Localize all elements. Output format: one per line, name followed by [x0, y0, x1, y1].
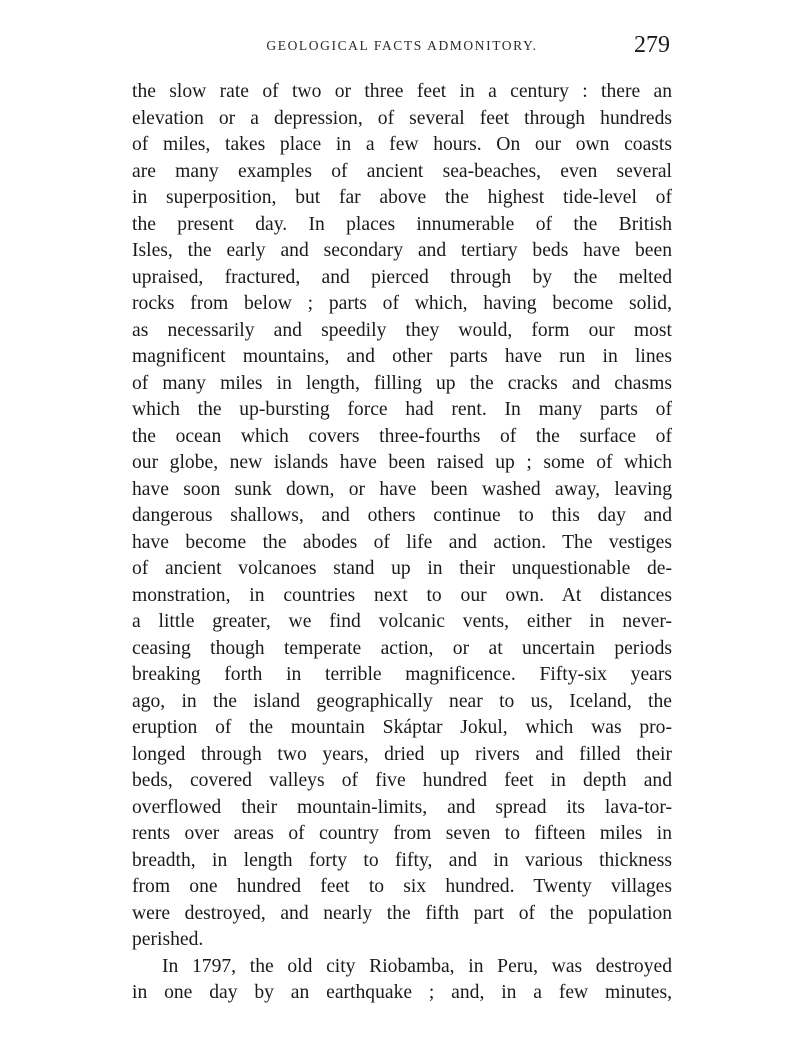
text-line: overflowed their mountain-limits, and spread its lava-tor-: [132, 796, 672, 818]
text-line: rocks from below ; parts of which, having become solid,: [132, 293, 672, 314]
text-line: ago, in the island geographically near to us, Iceland, the: [132, 690, 672, 712]
text-line: have soon sunk down, or have been washed away, leaving: [132, 478, 672, 500]
text-line: beds, covered valleys of five hundred feet in depth and: [132, 770, 672, 791]
page-number: 279: [634, 32, 670, 58]
text-line: rents over areas of country from seven to fifteen miles in: [132, 823, 672, 844]
text-line: magnificent mountains, and other parts have run in lines: [132, 346, 672, 367]
text-line: dangerous shallows, and others continue to this day and: [132, 505, 672, 526]
text-line: the ocean which covers three-fourths of the surface of: [132, 425, 672, 447]
text-line: of ancient volcanoes stand up in their unquestionable de-: [132, 558, 672, 579]
text-line: of miles, takes place in a few hours. On our own coasts: [132, 134, 672, 155]
text-line: monstration, in countries next to our own. At distances: [132, 584, 672, 606]
text-line: of many miles in length, filling up the cracks and chasms: [132, 372, 672, 394]
text-line: in one day by an earthquake ; and, in a few minutes,: [132, 982, 672, 1003]
text-line: are many examples of ancient sea-beaches, even several: [132, 160, 672, 182]
text-line: eruption of the mountain Skáptar Jokul, which was pro-: [132, 717, 672, 738]
text-line: upraised, fractured, and pierced through by the melted: [132, 266, 672, 288]
text-line: the present day. In places innumerable of the British: [132, 213, 672, 235]
text-line: from one hundred feet to six hundred. Twenty villages: [132, 876, 672, 897]
text-line: Isles, the early and secondary and tertiary beds have been: [132, 240, 672, 261]
running-title: GEOLOGICAL FACTS ADMONITORY.: [266, 38, 538, 53]
text-line: have become the abodes of life and action. The vestiges: [132, 531, 672, 553]
text-line: ceasing though temperate action, or at uncertain periods: [132, 637, 672, 659]
body-text: [132, 79, 672, 1007]
text-line: elevation or a depression, of several feet through hundreds: [132, 107, 672, 129]
text-line: our globe, new islands have been raised up ; some of which: [132, 452, 672, 473]
text-line: which the up-bursting force had rent. In many parts of: [132, 399, 672, 420]
text-line: in superposition, but far above the highest tide-level of: [132, 187, 672, 208]
text-line: were destroyed, and nearly the fifth part of the population: [132, 902, 672, 924]
paragraph-end-line: perished.: [132, 929, 204, 950]
text-line: longed through two years, dried up rivers and filled their: [132, 743, 672, 765]
text-line: a little greater, we find volcanic vents, either in never-: [132, 611, 672, 632]
text-line: breaking forth in terrible magnificence. Fifty-six years: [132, 664, 672, 685]
running-head: [132, 34, 672, 64]
text-line: the slow rate of two or three feet in a century : there an: [132, 81, 672, 102]
text-line: as necessarily and speedily they would, form our most: [132, 319, 672, 341]
paragraph-start-line: In 1797, the old city Riobamba, in Peru, was destroyed: [162, 955, 672, 977]
text-line: breadth, in length forty to fifty, and in various thickness: [132, 849, 672, 871]
